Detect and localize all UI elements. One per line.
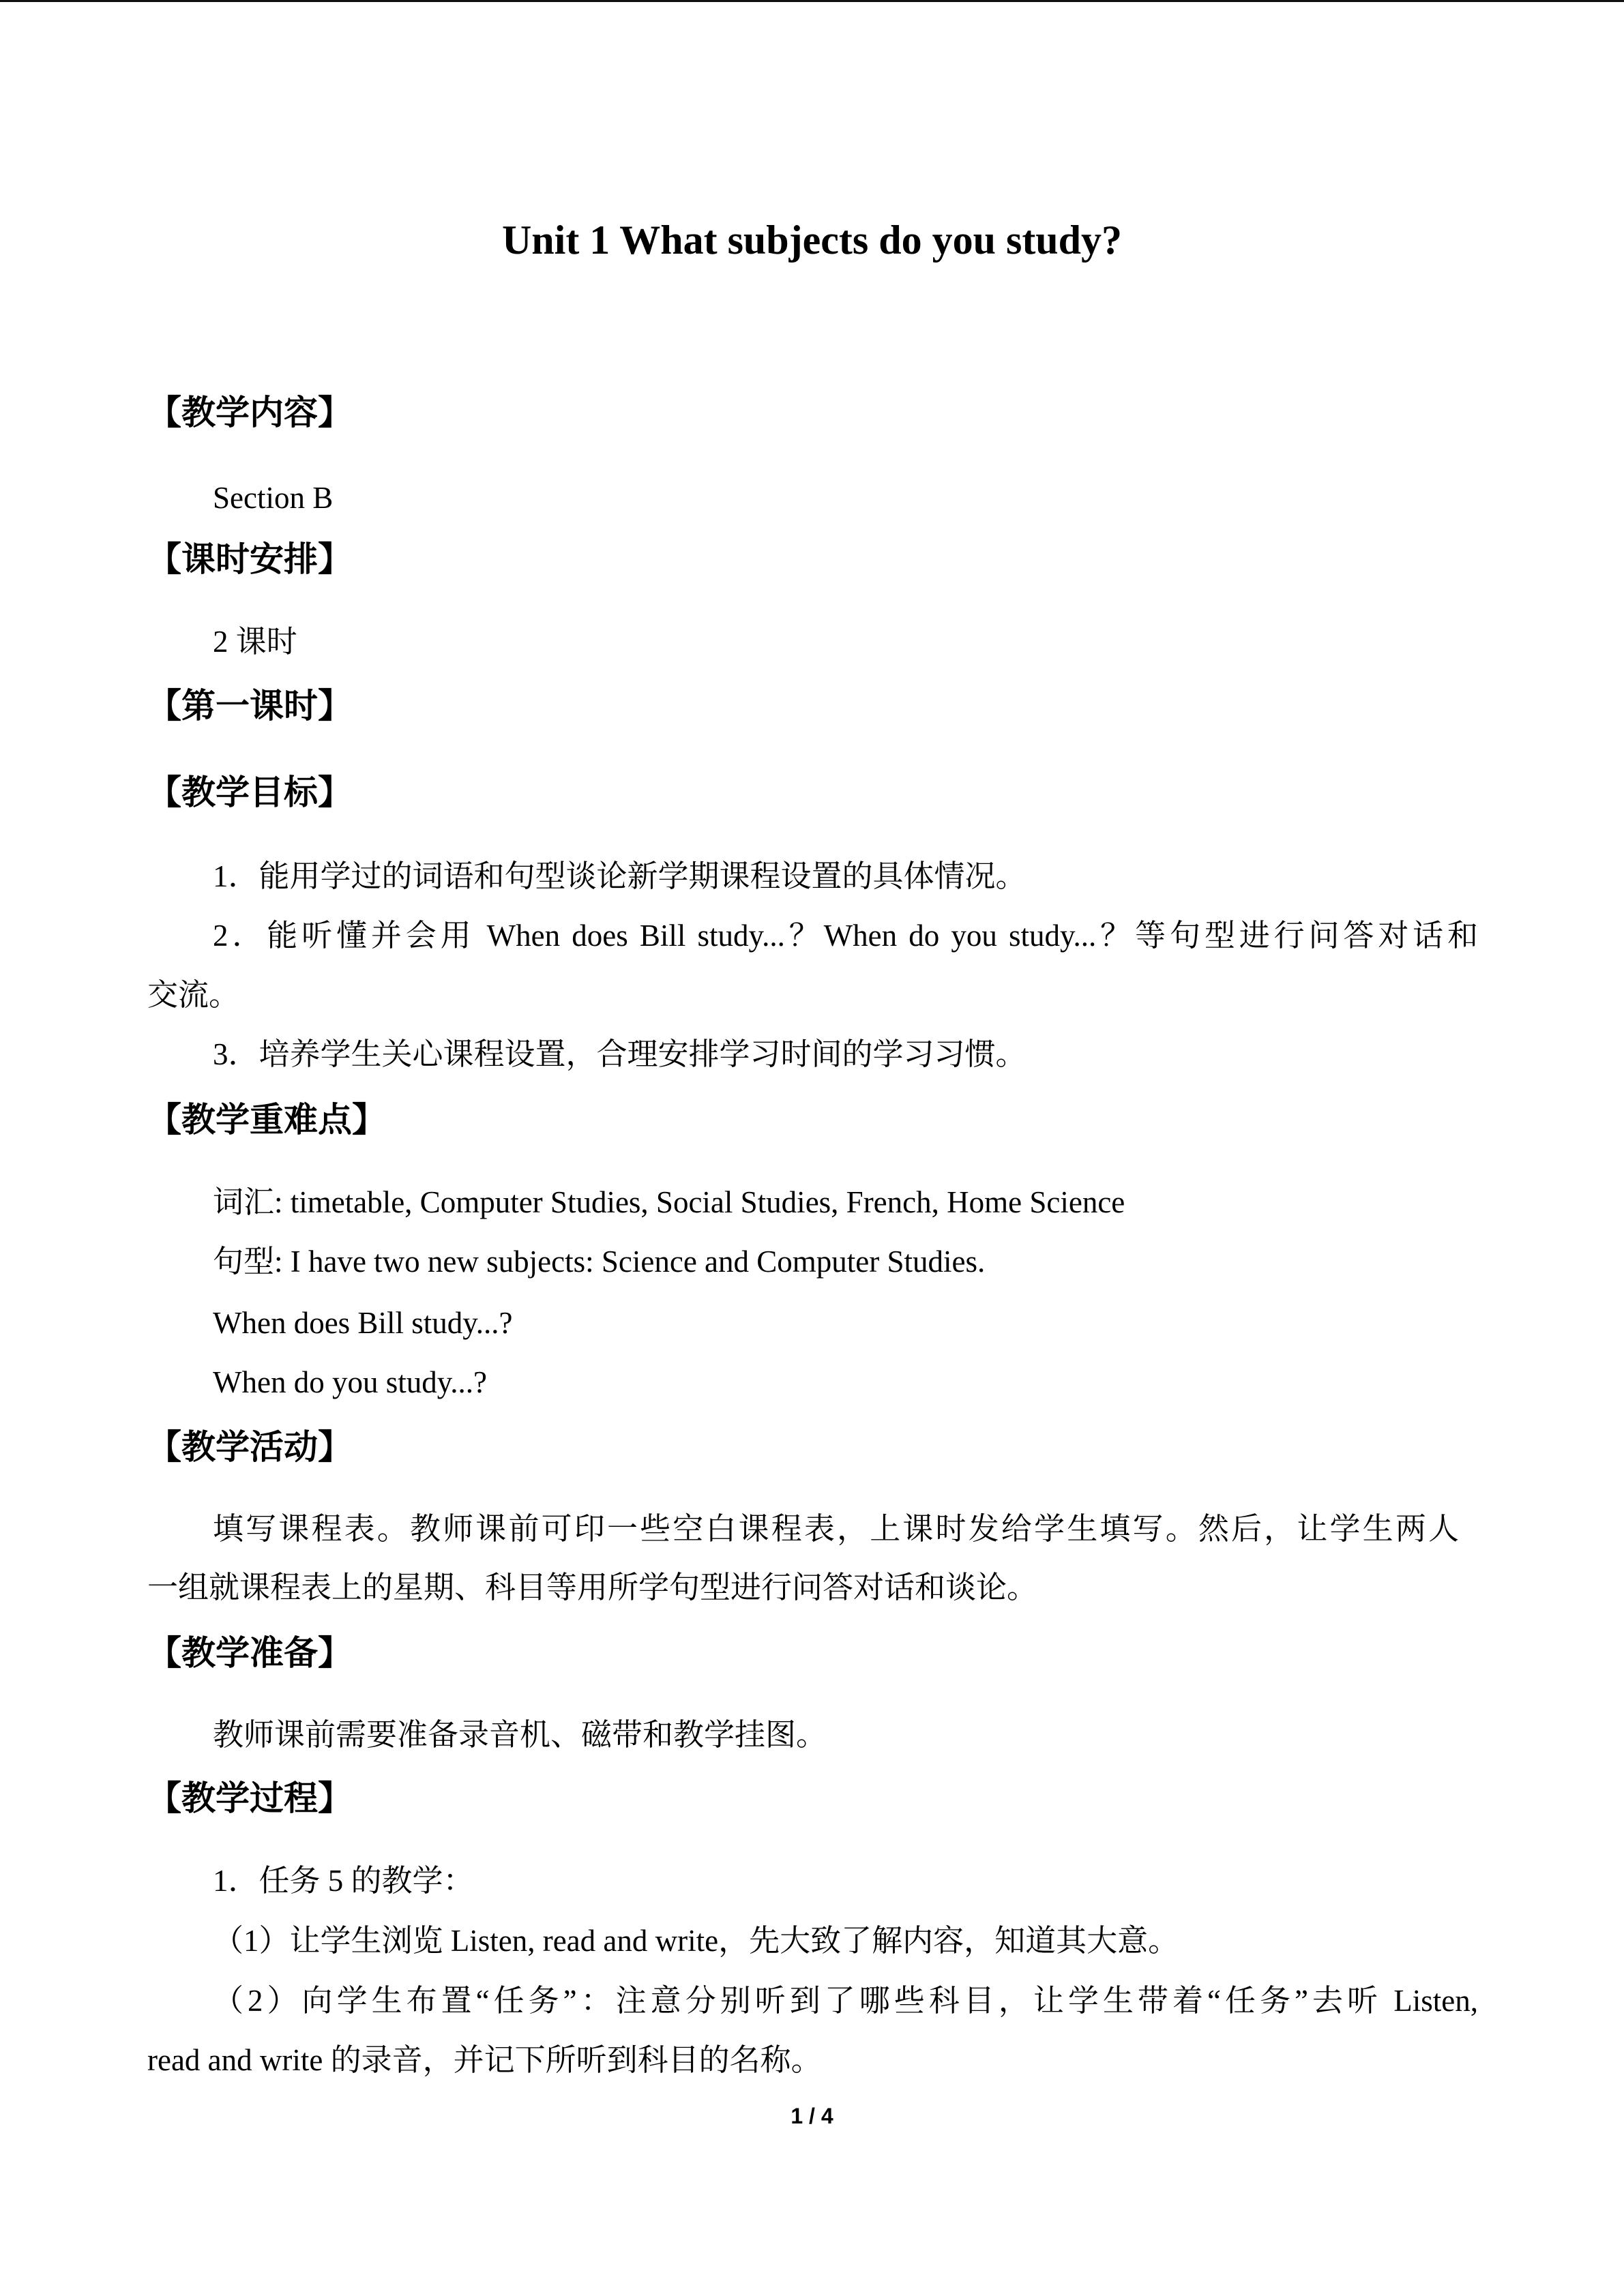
heading-key-points: 【教学重难点】 xyxy=(147,1100,386,1139)
top-border-line xyxy=(0,0,1624,2)
process-step: （1）让学生浏览 Listen, read and write，先大致了解内容，知道其大意。 xyxy=(213,1924,1179,1958)
lesson-schedule-text: 2 课时 xyxy=(213,625,297,659)
key-point-vocabulary: 词汇: timetable, Computer Studies, Social Studies, French, Home Science xyxy=(213,1185,1125,1219)
page-number: 1 / 4 xyxy=(791,2104,833,2128)
heading-teaching-objectives: 【教学目标】 xyxy=(147,773,352,812)
heading-lesson-one: 【第一课时】 xyxy=(147,686,352,726)
teaching-content-text: Section B xyxy=(213,481,334,515)
process-step: （2）向学生布置“任务”：注意分别听到了哪些科目，让学生带着“任务”去听 Listen, xyxy=(213,1984,1478,2018)
heading-teaching-content: 【教学内容】 xyxy=(147,393,352,432)
key-point-sentence: When does Bill study...? xyxy=(213,1306,513,1340)
key-point-sentence: 句型: I have two new subjects: Science and Computer Studies. xyxy=(213,1244,986,1279)
heading-teaching-preparation: 【教学准备】 xyxy=(147,1633,352,1673)
objective-item: 2．能听懂并会用 When does Bill study...？When do you study...？等句型进行问答对话和 xyxy=(213,919,1478,953)
process-step: 1．任务 5 的教学： xyxy=(213,1864,474,1898)
document-title: Unit 1 What subjects do you study? xyxy=(501,218,1123,263)
key-point-sentence: When do you study...? xyxy=(213,1365,488,1399)
activities-paragraph-line: 填写课程表。教师课前可印一些空白课程表，上课时发给学生填写。然后，让学生两人 xyxy=(213,1512,1459,1546)
objective-item: 1．能用学过的词语和句型谈论新学期课程设置的具体情况。 xyxy=(213,859,1027,893)
activities-paragraph-line: 一组就课程表上的星期、科目等用所学句型进行问答对话和谈论。 xyxy=(147,1570,1038,1605)
heading-teaching-process: 【教学过程】 xyxy=(147,1778,352,1818)
objective-item: 3．培养学生关心课程设置，合理安排学习时间的学习习惯。 xyxy=(213,1037,1027,1071)
process-step-continuation: read and write 的录音，并记下所听到科目的名称。 xyxy=(147,2043,822,2077)
heading-lesson-schedule: 【课时安排】 xyxy=(147,539,352,579)
preparation-text: 教师课前需要准备录音机、磁带和教学挂图。 xyxy=(213,1718,827,1752)
heading-teaching-activities: 【教学活动】 xyxy=(147,1427,352,1467)
objective-item-continuation: 交流。 xyxy=(147,978,240,1012)
